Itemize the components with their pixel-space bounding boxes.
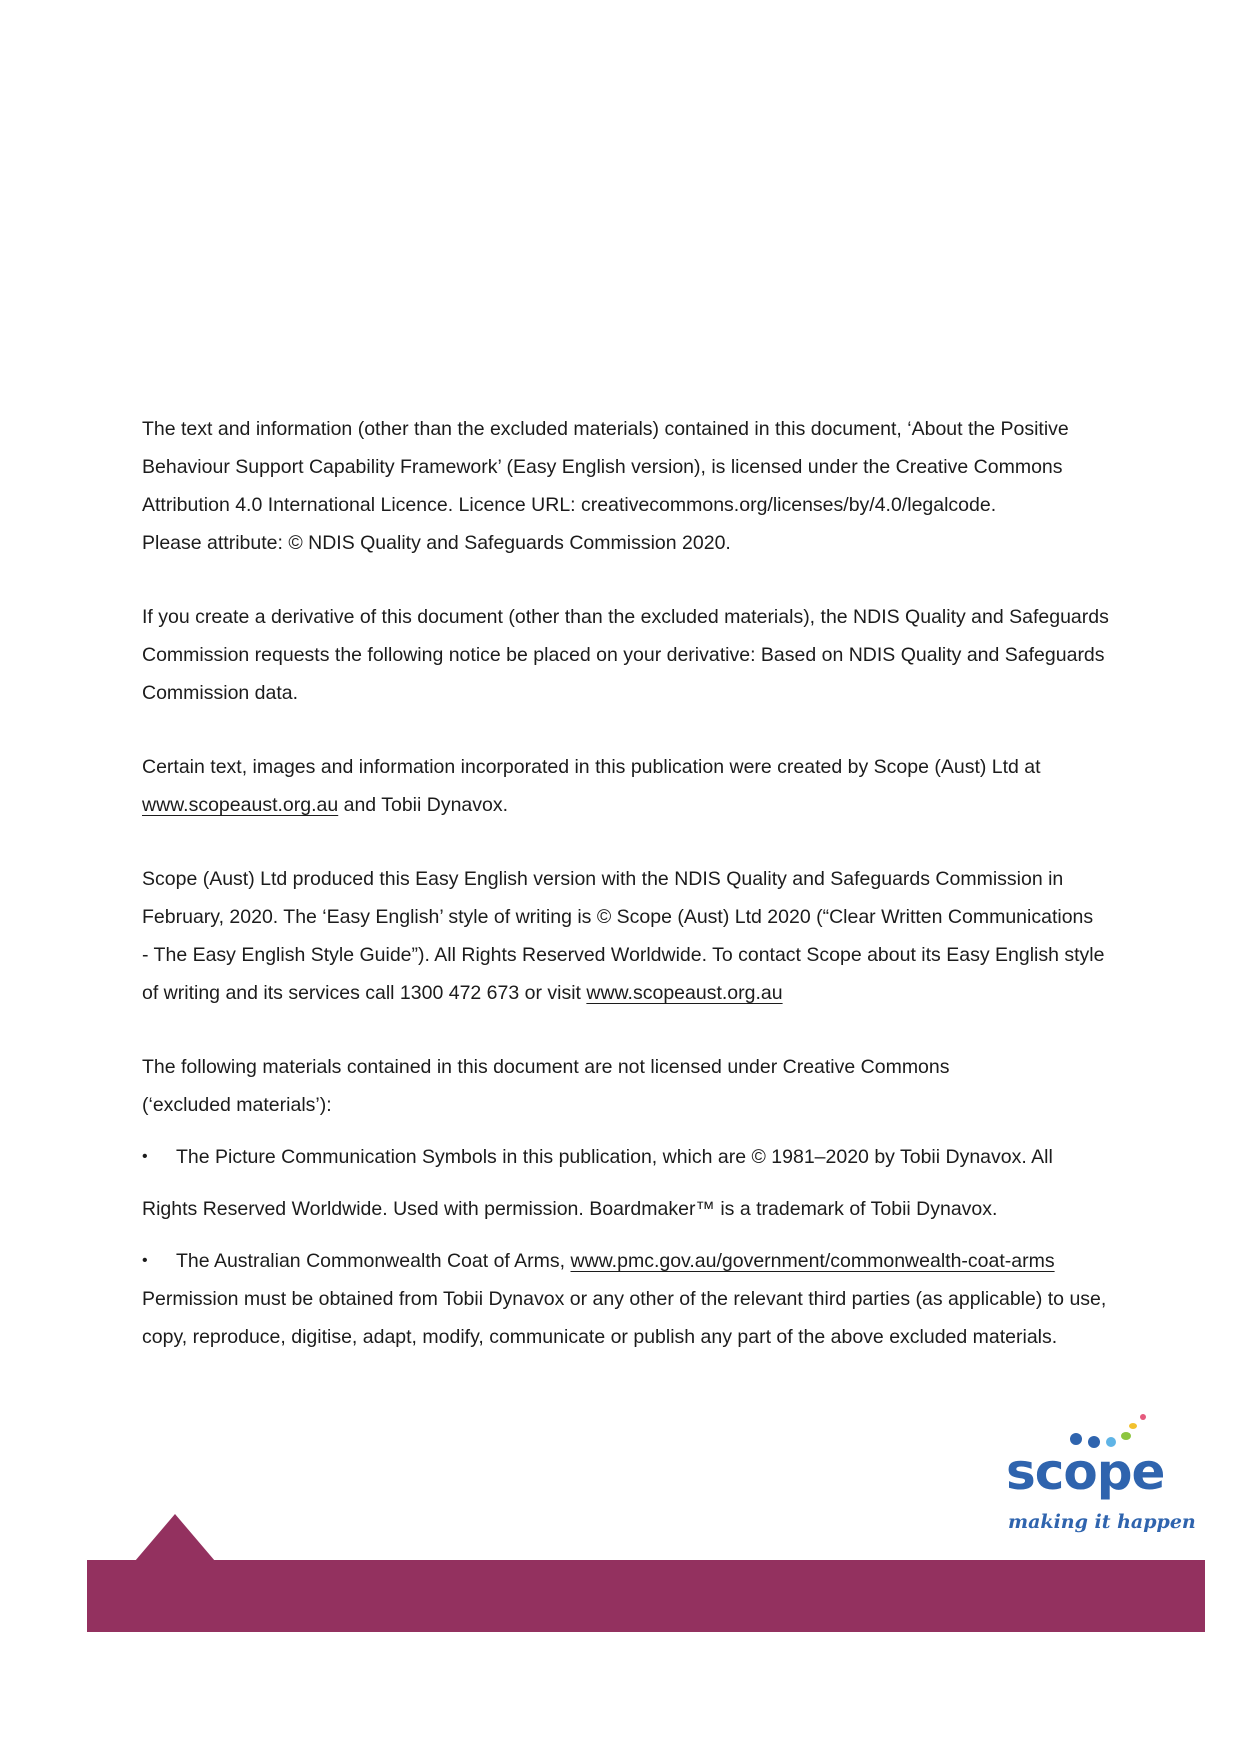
text-line: Commission requests the following notice be placed on your derivative: Based on NDIS Quality and Safeguards xyxy=(142,644,1105,666)
text-line: If you create a derivative of this document (other than the excluded materials), the NDIS Quality and Safeguards xyxy=(142,606,1109,628)
bullet-icon: • xyxy=(142,1252,148,1269)
text-line: Rights Reserved Worldwide. Used with permission. Boardmaker™ is a trademark of Tobii Dynavox. xyxy=(142,1198,998,1220)
text-line: (‘excluded materials’): xyxy=(142,1094,332,1116)
bullet-icon: • xyxy=(142,1148,148,1165)
text-line: of writing and its services call 1300 472 673 or visit xyxy=(142,982,587,1004)
text-line: February, 2020. The ‘Easy English’ style of writing is © Scope (Aust) Ltd 2020 (“Clear Written Communications xyxy=(142,906,1094,928)
easy-english-paragraph xyxy=(142,860,1152,1012)
scope-website-link-2[interactable]: www.scopeaust.org.au xyxy=(586,982,783,1004)
text-line: copy, reproduce, digitise, adapt, modify, communicate or publish any part of the above excluded materials. xyxy=(142,1326,1058,1348)
bullet-item-coat-of-arms xyxy=(142,1242,1152,1280)
derivative-paragraph xyxy=(142,598,1152,712)
coat-of-arms-link[interactable]: www.pmc.gov.au/government/commonwealth-coat-arms xyxy=(570,1250,1055,1272)
bullet-item-pcs xyxy=(142,1138,1152,1228)
text-line: The following materials contained in this document are not licensed under Creative Commons xyxy=(142,1056,950,1078)
text-line: The Picture Communication Symbols in this publication, which are © 1981–2020 by Tobii Dynavox. All xyxy=(176,1146,1053,1168)
footer-band-triangle xyxy=(135,1514,215,1561)
excluded-materials-intro xyxy=(142,1048,1152,1124)
text-line: - The Easy English Style Guide”). All Rights Reserved Worldwide. To contact Scope about its Easy English style xyxy=(142,944,1105,966)
text-line: and Tobii Dynavox. xyxy=(338,794,509,816)
logo-tagline: making it happen xyxy=(1008,1511,1196,1533)
text-line: The text and information (other than the excluded materials) contained in this document, ‘About the Positive xyxy=(142,418,1069,440)
logo-wordmark: scope xyxy=(1006,1443,1165,1501)
footer-band xyxy=(87,1560,1205,1632)
text-line: Attribution 4.0 International Licence. Licence URL: creativecommons.org/licenses/by/4.0/legalcode. xyxy=(142,494,997,516)
text-line: Commission data. xyxy=(142,682,299,704)
text-line: Scope (Aust) Ltd produced this Easy English version with the NDIS Quality and Safeguards Commission in xyxy=(142,868,1064,890)
text-line: Certain text, images and information incorporated in this publication were created by Scope (Aust) Ltd at xyxy=(142,756,1041,778)
text-line: Behaviour Support Capability Framework’ (Easy English version), is licensed under the Creative Commons xyxy=(142,456,1063,478)
license-text xyxy=(142,410,1152,1392)
text-line: Please attribute: © NDIS Quality and Safeguards Commission 2020. xyxy=(142,532,731,554)
license-paragraph xyxy=(142,410,1152,562)
scope-logo xyxy=(1000,1405,1196,1545)
scope-website-link[interactable]: www.scopeaust.org.au xyxy=(142,794,339,816)
credits-paragraph xyxy=(142,748,1152,824)
text-line: Permission must be obtained from Tobii Dynavox or any other of the relevant third parties (as applicable) to use, xyxy=(142,1288,1107,1310)
permission-paragraph xyxy=(142,1280,1152,1356)
text-line: The Australian Commonwealth Coat of Arms, xyxy=(176,1250,571,1272)
